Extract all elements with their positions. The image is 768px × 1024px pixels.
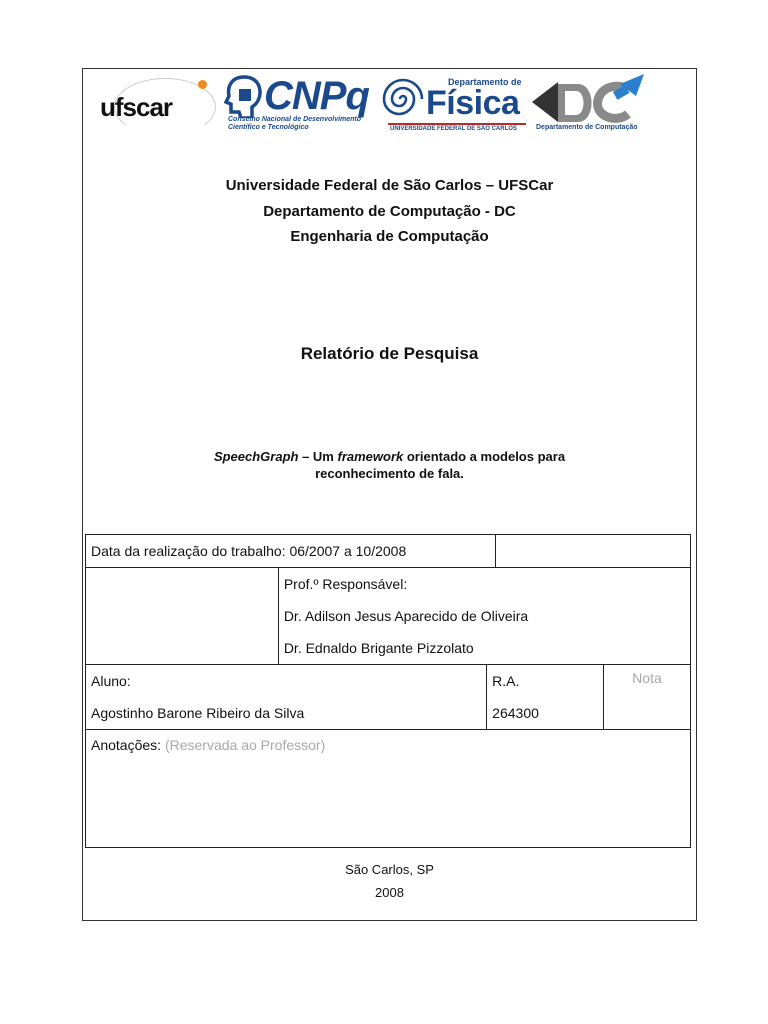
professor-2: Dr. Ednaldo Brigante Pizzolato: [283, 640, 474, 656]
footer-year: 2008: [375, 885, 404, 900]
notes-cell: [86, 730, 691, 848]
cnpq-subtitle-line-2: Científico e Tecnológico: [228, 124, 309, 131]
date-empty-cell: [496, 535, 691, 568]
notes-heading: [91, 730, 685, 760]
fisica-dept-label: Departamento de: [448, 77, 522, 87]
fisica-university: UNIVERSIDADE FEDERAL DE SÃO CARLOS: [390, 126, 517, 132]
notes-label: Anotações:: [91, 737, 162, 753]
ufscar-wordmark: ufscar: [100, 92, 173, 122]
cnpq-logo: [224, 72, 376, 134]
ra-value: 264300: [492, 705, 539, 721]
cnpq-head-icon: [224, 74, 264, 118]
ra-label: R.A.: [492, 673, 520, 689]
cnpq-wordmark: CNPq: [264, 74, 369, 118]
subject-project: SpeechGraph: [213, 449, 299, 464]
footer-city: São Carlos, SP: [345, 862, 434, 877]
fisica-logo: [378, 74, 528, 136]
student-row: [86, 665, 691, 730]
subject-connector: – Um: [298, 449, 338, 464]
cnpq-subtitle-line-1: Conselho Nacional de Desenvolvimento: [228, 116, 362, 123]
subject-line-2: reconhecimento de fala.: [315, 466, 464, 481]
course-name: Engenharia de Computação: [290, 228, 489, 245]
professor-label: Prof.º Responsável:: [283, 576, 408, 592]
fisica-wordmark: Física: [426, 84, 520, 122]
logo-bar: [0, 0, 768, 150]
ufscar-logo: [100, 70, 220, 132]
professor-row: [86, 568, 691, 665]
report-title: Relatório de Pesquisa: [300, 344, 479, 363]
ufscar-dot: [198, 80, 207, 89]
date-row: [86, 535, 691, 568]
date-cell: Data da realização do trabalho: 06/2007 a 10/2008: [86, 535, 496, 568]
dc-mark-icon: [532, 72, 650, 124]
notes-row: [86, 730, 691, 848]
professor-1: Dr. Adilson Jesus Aparecido de Oliveira: [283, 608, 529, 624]
notes-hint: (Reservada ao Professor): [164, 737, 326, 753]
cnpq-subtitle: [228, 116, 361, 132]
professor-cell: [278, 568, 690, 665]
student-cell: [86, 665, 487, 730]
professor-empty-cell: [86, 568, 279, 665]
subject-title: [82, 448, 697, 482]
student-label: Aluno:: [91, 673, 131, 689]
dc-logo: [532, 72, 652, 134]
university-name: Universidade Federal de São Carlos – UFSCar: [225, 177, 554, 194]
subject-framework: framework: [337, 449, 404, 464]
spiral-icon: [378, 76, 428, 122]
grade-cell: Nota: [603, 665, 690, 730]
student-name: Agostinho Barone Ribeiro da Silva: [91, 705, 305, 721]
info-table: [85, 534, 691, 848]
fisica-underline: [388, 123, 526, 125]
subject-line-1: [82, 448, 697, 465]
department-name: Departamento de Computação - DC: [263, 203, 516, 220]
ra-cell: [487, 665, 604, 730]
dc-subtitle: Departamento de Computação: [536, 124, 638, 131]
subject-rest: orientado a modelos para: [403, 449, 566, 464]
